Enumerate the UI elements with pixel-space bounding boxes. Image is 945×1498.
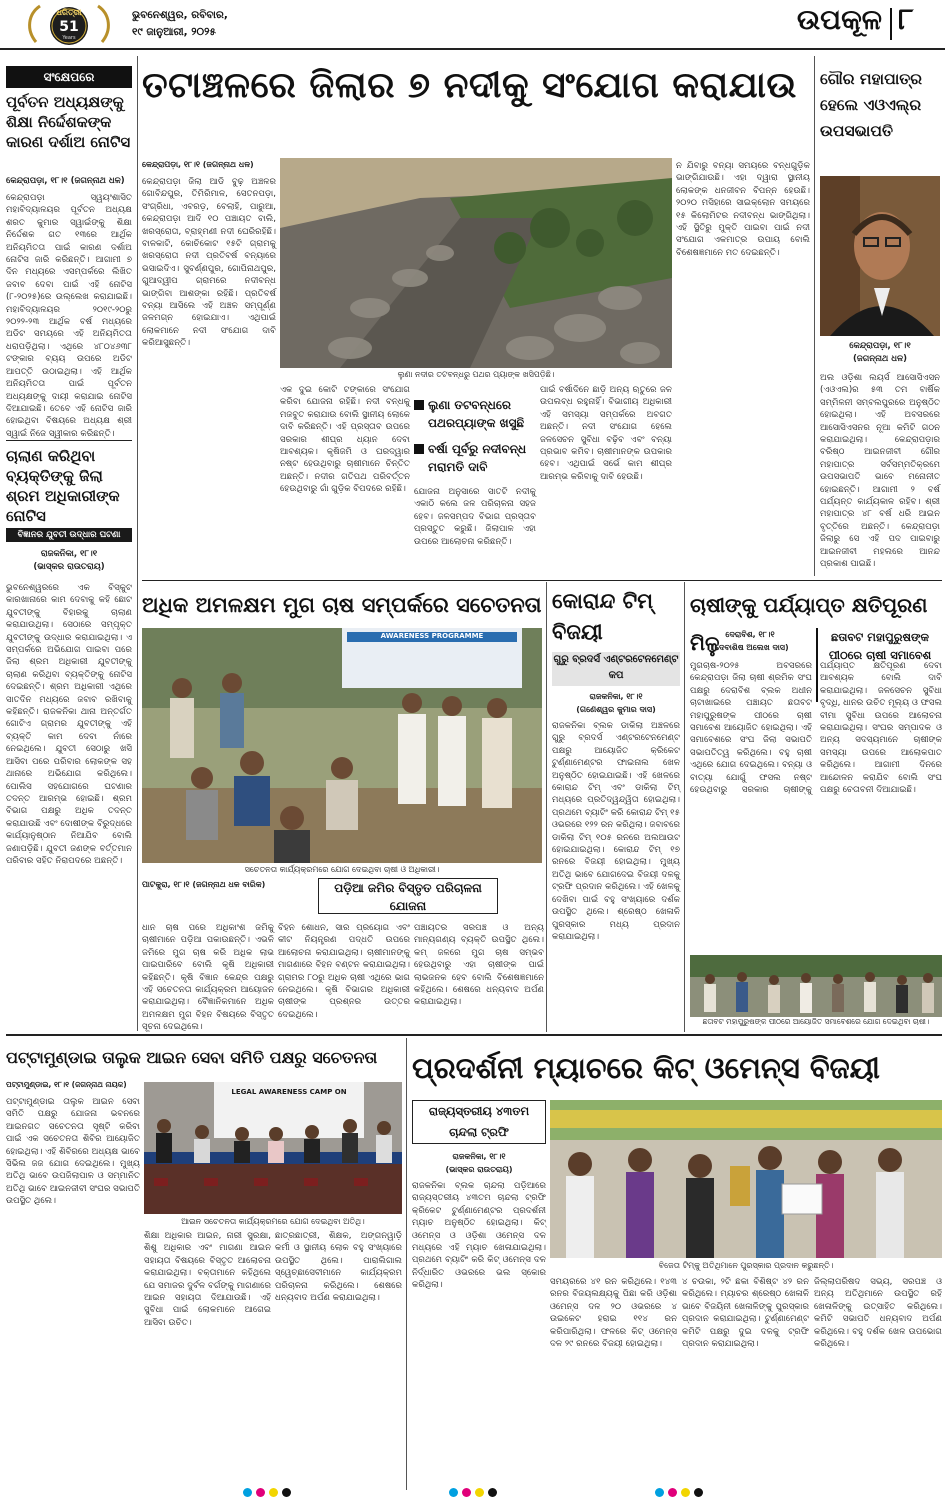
dateline-date: ୧୯ ଜାନୁଆରୀ, ୨୦୨୫ bbox=[132, 26, 216, 38]
brief2-subhead: ବିଜ୍ଞାନର ଯୁବତୀ ଉଦ୍ଧାର ଘଟଣା bbox=[6, 528, 132, 542]
legal-headline: ପଟ୍ଟାମୁଣ୍ଡାଇ ତାଲୁକ ଆଇନ ସେବା ସମିତି ପକ୍ଷରୁ ସଚେତନତା bbox=[6, 1048, 378, 1067]
briefs-tag: ସଂକ୍ଷେପରେ bbox=[6, 66, 132, 88]
mung-byline: ପାଟକୁରା, ୧୮।୧ (ଜଗନ୍ନାଥ ଧଳ ବାରିକ) bbox=[142, 880, 266, 889]
chasi-photo-caption: ଛତାବଟ ମହାପୁରୁଷଙ୍କ ପୀଠରେ ଆୟୋଜିତ ସମାବେଶରେ ଯୋଗ ଦେଇଥିବା ଚାଷୀ। bbox=[702, 1017, 930, 1026]
chasi-byline-place: ଦେରାବିଶ, ୧୮।୧ bbox=[725, 630, 775, 639]
mung-body-2: ବିହନ ଶୋଧନ, ସାର ପ୍ରୟୋଗ ଏବଂ କୀଟ ନିୟନ୍ତ୍ରଣ ପଦ୍ଧତି ଉପରେ ଆଲୋଚନା କରାଯାଇଥିଲା। ଚାଷୀମାନଙ୍କୁ ମାଗଣାରେ ବିହନ ବଣ୍ଟନ କରାଯାଇଥିଲା। ଗ୍ରାମର ୮୦ରୁ ଅଧିକ ଚାଷୀ ଏଥିରେ ଭାଗ ନେଇଥିଲେ। କୃଷି ବିଭାଗର ଅଧିକାରୀ ଚାଷୀଙ୍କ ପ୍ରଶ୍ନର ଉତ୍ତର ଦେଇଥିଲେ। bbox=[278, 923, 410, 1020]
page-number: ୮ bbox=[898, 2, 914, 37]
kit-byline bbox=[412, 1150, 546, 1178]
portrait-photo bbox=[820, 176, 940, 336]
kit-byline-place: ରାଜକନିକା, ୧୮।୧ bbox=[452, 1152, 506, 1161]
logo-number: 51 bbox=[59, 19, 79, 35]
riverbank-photo bbox=[280, 158, 672, 368]
legal-banner-text: LEGAL AWARENESS CAMP ON bbox=[231, 1088, 347, 1096]
mung-photo bbox=[142, 628, 542, 863]
mung-body-1: ଧାନ ଚାଷ ପରେ ଅଧିକାଂଶ ଜମିକୁ ଚାଷୀମାନେ ପଡ଼ିଆ ପକାଉଛନ୍ତି। ଏଭଳି ଜମିରେ ମୁଗ ଚାଷ କରି ଅଧିକ ଲାଭ ପାଇପାରିବେ ବୋଲି କୃଷି ଅଧିକାରୀ କହିଛନ୍ତି। କୃଷି ବିଜ୍ଞାନ କେନ୍ଦ୍ର ପକ୍ଷରୁ ଏହି ସଚେତନତା କାର୍ଯ୍ୟକ୍ରମ ଆୟୋଜନ କରାଯାଇଥିଲା। ବୈଜ୍ଞାନିକମାନେ ଅଧିକ ଅମଳକ୍ଷମ ମୁଗ ବିହନ ବିଷୟରେ ବିସ୍ତୃତ ସୂଚନା ଦେଇଥିଲେ। bbox=[142, 923, 274, 1033]
lead-headline: ତଟାଞ୍ଚଳରେ ଜିଲାର ୭ ନଦୀକୁ ସଂଯୋଗ କରାଯାଉ bbox=[142, 65, 797, 106]
legal-photo bbox=[144, 1082, 402, 1214]
logo-sub: Years bbox=[62, 35, 76, 41]
prize-ceremony-photo bbox=[550, 1100, 942, 1258]
chasi-subhead: ଛତାବଟ ମହାପୁରୁଷଙ୍କ ପୀଠରେ ଚାଷୀ ସମାବେଶ bbox=[816, 628, 942, 702]
dateline-place: ଭୁବନେଶ୍ୱର, ରବିବାର, bbox=[132, 9, 228, 21]
kit-subhead: ରାଜ୍ୟସ୍ତରୀୟ ୪୩ତମ ଚାନ୍ଦଲା ଟ୍ରଫି bbox=[412, 1100, 546, 1144]
brief2-byline-author: (ଭାସ୍କର ରାଉତରାୟ) bbox=[33, 562, 105, 572]
brief1-byline: କେନ୍ଦ୍ରାପଡ଼ା, ୧୮।୧ (ଜଗନ୍ନାଥ ଧଳ) bbox=[6, 176, 125, 186]
lead-photo-caption: ଲୁଣା ନଦୀର ତଟବନ୍ଧରୁ ପଥର ପ୍ୟାଙ୍କ ଖସିପଡ଼ିଛି। bbox=[397, 370, 555, 379]
registration-marks bbox=[0, 1488, 945, 1498]
lawyer-caption-author: (ଜଗନ୍ନାଥ ଧଳ) bbox=[852, 354, 908, 364]
mung-banner-text: AWARENESS PROGRAMME bbox=[380, 632, 484, 640]
lead-body-1: କେନ୍ଦ୍ରାପଡ଼ା ଜିଲା ଆଡି ବୁଢ଼ ଅଞ୍ଚଳର ଗୋବିନ୍ଦପୁର, ତିମିରିମାଳ, ସେତନପଡ଼ା, ସଂଗ୍ରିଧା, ଏବରଡ଼, ବେଲାହି, ପାରୁଆ, କେନ୍ଦ୍ରାପଡ଼ା ଆଦି ୧୦ ପଞ୍ଚାୟତ ବାଲି, ଖରସ୍ରୋତା, ବ୍ରାହ୍ମଣୀ ନଦୀ ଘେରିରହିଛି। ବାଳକାଟି, କୋଚିକୋଟ ୧୫ଟି ଗ୍ରାମକୁ ଖରସ୍ରୋତା ନଦୀ ପ୍ରତିବର୍ଷ ବନ୍ୟାରେ ଭସାଇଦିଏ। ସୁବର୍ଣ୍ଣପୁର, ଗୋପିନାଥପୁର, ଗୁଆଦ୍ୱୀପ ଗ୍ରାମରେ ନଦୀବନ୍ଧ ଭାଙ୍ଗିବା ଆଶଙ୍କା ରହିଛି। ପ୍ରତିବର୍ଷ ବନ୍ୟା ଆସିଲେ ଏହି ଅଞ୍ଚଳ ସମ୍ପୂର୍ଣ୍ଣ ଜଳମଗ୍ନ ହୋଇଯାଏ। ଏଥିପାଇଁ ଲୋକମାନେ ନଦୀ ସଂଯୋଗ ଦାବି କରିଆସୁଛନ୍ତି। bbox=[142, 177, 276, 349]
mung-body-3: ପଞ୍ଚାୟତର ସରପଞ୍ଚ ଓ ଅନ୍ୟ ମାନ୍ୟଗଣ୍ୟ ବ୍ୟକ୍ତି ଉପସ୍ଥିତ ଥିଲେ। କମ୍ ଜଳରେ ମୁଗ ଚାଷ ସମ୍ଭବ ହେଉଥିବାରୁ ଏହା ଚାଷୀଙ୍କ ପାଇଁ ଲାଭଜନକ ହେବ ବୋଲି ବିଶେଷଜ୍ଞମାନେ କହିଥିଲେ। ଶେଷରେ ଧନ୍ୟବାଦ ଅର୍ପଣ କରାଯାଇଥିଲା। bbox=[414, 923, 544, 1008]
brief1-headline: ପୂର୍ବତନ ଅଧ୍ୟକ୍ଷଙ୍କୁ ଶିକ୍ଷା ନିର୍ଦ୍ଦେଶକଙ୍କ କାରଣ ଦର୍ଶାଅ ନୋଟିସ bbox=[6, 93, 131, 151]
legal-byline: ପଟ୍ଟାମୁଣ୍ଡାଇ, ୧୮।୧ (ଜଗନ୍ନାଥ ନାୟକ) bbox=[6, 1080, 127, 1089]
brief2-body: ଭୁବନେଶ୍ୱରରେ ଏକ ବିସ୍କୁଟ କାରଖାନାରେ କାମ ଦେବାକୁ କହି ଛୋଟ ଯୁବତୀଙ୍କୁ ବିହାରକୁ ଚାଲାଣ କରାଯାଉଥିଲା। ସେଠାରେ ସମ୍ପୃକ୍ତ ଯୁବତୀଙ୍କୁ ଉଦ୍ଧାର କରାଯାଇଥିଲା। ଏ ସମ୍ପର୍କରେ ଅଭିଯୋଗ ପାଇବା ପରେ ଜିଲା ଶ୍ରମ ଅଧିକାରୀ ଯୁବତୀଙ୍କୁ ଚାଲାଣ କରିଥିବା ବ୍ୟକ୍ତିଙ୍କୁ ନୋଟିସ ଦେଇଛନ୍ତି। ଶ୍ରମ ଅଧିକାରୀ ଏଥିରେ ସାତଦିନ ମଧ୍ୟରେ ଜବାବ ରଖିବାକୁ କହିଛନ୍ତି। ରାଜକନିକା ଥାନା ଅନ୍ତର୍ଗତ ଗୋଟିଏ ଗ୍ରାମର ଯୁବତୀଙ୍କୁ ଏହି ବ୍ୟକ୍ତି କାମ ଦେବା ନାଁରେ ନେଇଥିଲେ। ଯୁବତୀ ସେଠାରୁ ଖସି ଆସିବା ପରେ ପରିବାର ଲୋକଙ୍କ ସହ ଥାନାରେ ଅଭିଯୋଗ କରିଥିଲେ। ପୋଲିସ ସହଯୋଗରେ ଘଟଣାର ତଦନ୍ତ ଆରମ୍ଭ ହୋଇଛି। ଶ୍ରମ ବିଭାଗ ପକ୍ଷରୁ ଅଧିକ ତଦନ୍ତ କରାଯାଉଛି ଏବଂ ଦୋଷୀଙ୍କ ବିରୁଦ୍ଧରେ କାର୍ଯ୍ୟାନୁଷ୍ଠାନ ନିଆଯିବ ବୋଲି ଜଣାପଡ଼ିଛି। ଯୁବତୀ ଜଣଙ୍କ ବର୍ତ୍ତମାନ ପରିବାର ସହିତ ନିରାପଦରେ ଅଛନ୍ତି। bbox=[6, 583, 132, 866]
legal-body-2: ଶିକ୍ଷା ଅଧିକାର ଆଇନ, ନାରୀ ସୁରକ୍ଷା, ଶିଶୁ ଅଧିକାର ଏବଂ ମାଗଣା ଆଇନ ସହାୟତା ବିଷୟରେ ବିସ୍ତୃତ ଆଲୋଚନା କରାଯାଇଥିଲା। ବକ୍ତାମାନେ କହିଥିଲେ ଯେ ସମାଜର ଦୁର୍ବଳ ବର୍ଗଙ୍କୁ ମାଗଣାରେ ଆଇନ ସହାୟତା ଦିଆଯାଉଛି। ଏହି ସୁବିଧା ପାଇଁ ଲୋକମାନେ ଆଗେଇ ଆସିବା ଉଚିତ। bbox=[144, 1231, 271, 1328]
chasi-photo bbox=[690, 955, 942, 1017]
dateline bbox=[132, 7, 362, 43]
mung-headline: ଅଧିକ ଅମଳକ୍ଷମ ମୁଗ ଚାଷ ସମ୍ପର୍କରେ ସଚେତନତା bbox=[142, 593, 542, 617]
farmers-photo bbox=[690, 955, 942, 1017]
lead-body-4: ନ ଯିବାରୁ ବନ୍ୟା ସମୟରେ ବନ୍ଧଗୁଡ଼ିକ ଭାଙ୍ଗିଯାଉଛି। ଏହା ଦ୍ୱାରା ସ୍ଥାନୀୟ ଲୋକଙ୍କ ଧନଜୀବନ ବିପନ୍ନ ହେଉଛି। ୨୦୨୦ ମସିହାରେ ସାଇକ୍ଲୋନ ସମୟରେ ୧୫ କିଲୋମିଟର ନଦୀବନ୍ଧ ଭାଙ୍ଗିଥିଲା। ଏହି ସ୍ଥିତିରୁ ମୁକ୍ତି ପାଇବା ପାଇଁ ନଦୀ ସଂଯୋଗ ଏକମାତ୍ର ଉପାୟ ବୋଲି ବିଶେଷଜ୍ଞମାନେ ମତ ଦେଇଛନ୍ତି। bbox=[676, 161, 810, 258]
lawyer-photo bbox=[820, 176, 940, 336]
right-body: ଅଲ ଓଡ଼ିଶା ଲୟର୍ସ ଆସୋସିଏସନ (ଏଓଏଲ)ର ୫୩ ତମ ବାର୍ଷିକ ସମ୍ମିଳନୀ ସମ୍ବଲପୁରରେ ଅନୁଷ୍ଠିତ ହୋଇଥିଲା। ଏହି ଅବସରରେ ଆସୋସିଏସନର ନୂଆ କମିଟି ଗଠନ କରାଯାଇଥିଲା। କେନ୍ଦ୍ରାପଡ଼ାର ବରିଷ୍ଠ ଆଇନଜୀବୀ ଗୌର ମହାପାତ୍ର ସର୍ବସମ୍ମତିକ୍ରମେ ଉପସଭାପତି ଭାବେ ମନୋନୀତ ହୋଇଛନ୍ତି। ଆଗାମୀ ୨ ବର୍ଷ ପର୍ଯ୍ୟନ୍ତ କାର୍ଯ୍ୟକାଳ ରହିବ। ଶ୍ରୀ ମହାପାତ୍ର ୪୮ ବର୍ଷ ଧରି ଆଇନ ବୃତ୍ତିରେ ଅଛନ୍ତି। କେନ୍ଦ୍ରାପଡ଼ା ଜିଲାରୁ ସେ ଏହି ପଦ ପାଇବାରୁ ଆଇନଜୀବୀ ମହଲରେ ଆନନ୍ଦ ପ୍ରକାଶ ପାଇଛି। bbox=[820, 373, 940, 570]
lawyer-photo-caption bbox=[820, 340, 940, 368]
brief1-body: କେନ୍ଦ୍ରାପଡ଼ା ସ୍ୱୟଂଶାସିତ ମହାବିଦ୍ୟାଳୟର ପୂର୍ବତନ ଅଧ୍ୟକ୍ଷ ଶରତ କୁମାର ସ୍ୱାଇଁଙ୍କୁ ଶିକ୍ଷା ନିର୍ଦ୍ଦେଶକ ଗତ ୧୩ରେ ଆର୍ଥିକ ଅନିୟମିତତା ପାଇଁ କାରଣ ଦର୍ଶାଅ ନୋଟିସ ଜାରି କରିଛନ୍ତି। ଆଗାମୀ ୭ ଦିନ ମଧ୍ୟରେ ଏସମ୍ପର୍କରେ ଲିଖିତ ଜବାବ ଦେବା ପାଇଁ ଏହି ନୋଟିସ (୮-୨୦୨୫)ରେ ଉଲ୍ଲେଖ କରାଯାଇଛି। ମହାବିଦ୍ୟାଳୟର ୨୦୧୯-୨୦ରୁ ୨୦୨୨-୨୩ ଆର୍ଥିକ ବର୍ଷ ମଧ୍ୟରେ ଅଡିଟ ସମୟରେ ଏହି ଅନିୟମିତତା ଧରାପଡ଼ିଥିଲା। ଏଥିରେ ୪୮୦୪୬୩୮ ଟଙ୍କାର ବ୍ୟୟ ଉପରେ ଅଡିଟ ଆପତ୍ତି ଉଠାଇଥିଲା। ଏହି ଆର୍ଥିକ ଅନିୟମିତତା ପାଇଁ ପୂର୍ବତନ ଅଧ୍ୟକ୍ଷଙ୍କୁ ଦାୟୀ କରାଯାଇ ନୋଟିସ ଦିଆଯାଇଛି। ତେବେ ଏହି ନୋଟିସ ଜାରି ହୋଇଥିବା ବିଷୟରେ ଅଧ୍ୟକ୍ଷ ଶ୍ରୀ ସ୍ୱାଇଁ ନିଜେ ସ୍ୱୀକାର କରିଛନ୍ତି। bbox=[6, 193, 132, 439]
logo-title: ଧରିତ୍ରୀ bbox=[56, 8, 82, 17]
kit-body-1: ରାଜକନିକା ବ୍ଲକ ଚାନ୍ଦଲା ପଡ଼ିଆରେ ରାଜ୍ୟସ୍ତରୀୟ ୪୩ତମ ଚାନ୍ଦଲା ଟ୍ରଫି କ୍ରିକେଟ ଟୁର୍ଣ୍ଣାମେଣ୍ଟର ପ୍ରଦର୍ଶନୀ ମ୍ୟାଚ ଅନୁଷ୍ଠିତ ହୋଇଥିଲା। କିଟ୍ ଓମେନ୍ସ ଓ ଓଡ଼ିଶା ଓମେନ୍ସ ଦଳ ମଧ୍ୟରେ ଏହି ମ୍ୟାଚ ଖେଳାଯାଇଥିଲା। ପ୍ରଥମେ ବ୍ୟାଟିଂ କରି କିଟ୍ ଓମେନ୍ସ ଦଳ ନିର୍ଦ୍ଧାରିତ ଓଭରରେ ଭଲ ସ୍କୋର କରିଥିଲା। bbox=[412, 1181, 546, 1291]
korand-byline-place: ରାଜକନିକା, ୧୮।୧ bbox=[589, 692, 643, 701]
korand-headline: କୋରାନ୍ଦ ଟିମ୍ ବିଜୟୀ bbox=[552, 589, 653, 644]
lead-pullquote-2: ବର୍ଷା ପୂର୍ବରୁ ନଦୀବନ୍ଧ ମରାମତି ଦାବି bbox=[414, 440, 536, 480]
lead-byline: କେନ୍ଦ୍ରାପଡ଼ା, ୧୮।୧ (ଜଗନ୍ନାଥ ଧଳ) bbox=[142, 160, 254, 169]
korand-byline bbox=[552, 690, 680, 718]
mung-subhead: ପଡ଼ିଆ ଜମିର ବିସ୍ତୃତ ପରିଚାଳନା ଯୋଜନା bbox=[318, 878, 498, 914]
legal-body-3: ଛାତ୍ରଛାତ୍ରୀ, ଶିକ୍ଷକ, ଅଙ୍ଗନୱାଡ଼ି କର୍ମୀ ଓ ସ୍ଥାନୀୟ ଲୋକ ବହୁ ସଂଖ୍ୟାରେ ଉପସ୍ଥିତ ଥିଲେ। ପାରାଲିଗାଲ ସ୍ୱେଚ୍ଛାସେବୀମାନେ କାର୍ଯ୍ୟକ୍ରମ ପରିଚାଳନା କରିଥିଲେ। ଶେଷରେ ଧନ୍ୟବାଦ ଅର୍ପଣ କରାଯାଇଥିଲା। bbox=[275, 1231, 402, 1304]
anniversary-logo bbox=[26, 2, 112, 46]
brief2-headline: ଚାଲାଣ କରିଥିବା ବ୍ୟକ୍ତିଙ୍କୁ ଜିଲା ଶ୍ରମ ଅଧିକାରୀଙ୍କ ନୋଟିସ bbox=[6, 447, 120, 525]
korand-body: ରାଜକନିକା ବ୍ଲକ ଡାକିଲା ଅଞ୍ଚଳରେ ଗୁରୁ ବ୍ରଦର୍ସ ଏଣ୍ଟରଟେନମେଣ୍ଟ ପକ୍ଷରୁ ଆୟୋଜିତ କ୍ରିକେଟ ଟୁର୍ଣ୍ଣାମେଣ୍ଟର ଫାଇନାଲ ଖେଳ ଅନୁଷ୍ଠିତ ହୋଇଯାଇଛି। ଏହି ଖେଳରେ କୋରାନ୍ଦ ଟିମ୍ ଏବଂ ଡାକିଲା ଟିମ୍ ମଧ୍ୟରେ ପ୍ରତିଦ୍ୱନ୍ଦ୍ୱିତା ହୋଇଥିଲା। ପ୍ରଥମେ ବ୍ୟାଟିଂ କରି କୋରାନ୍ଦ ଟିମ୍ ୧୫ ଓଭରରେ ୧୨୨ ରନ କରିଥିଲା। ଜବାବରେ ଡାକିଲା ଟିମ୍ ୧୦୫ ରନରେ ଅଲଆଉଟ ହୋଇଯାଇଥିଲା। କୋରାନ୍ଦ ଟିମ୍ ୧୭ ରନରେ ବିଜୟୀ ହୋଇଥିଲା। ମୁଖ୍ୟ ଅତିଥି ଭାବେ ଯୋଗଦେଇ ବିଜୟୀ ଦଳକୁ ଟ୍ରଫି ପ୍ରଦାନ କରିଥିଲେ। ଏହି ଖେଳକୁ ଦେଖିବା ପାଇଁ ବହୁ ସଂଖ୍ୟାରେ ଦର୍ଶକ ଉପସ୍ଥିତ ଥିଲେ। ଶ୍ରେଷ୍ଠ ଖେଳାଳି ପୁରସ୍କାର ମଧ୍ୟ ପ୍ରଦାନ କରାଯାଇଥିଲା। bbox=[552, 721, 680, 942]
kit-body-3: ୪ ଚଉକା, ୨ଟି ଛକା ବିଶିଷ୍ଟ ୪୨ ରନ କରିଥିଲେ। ମ୍ୟାଚର ଶ୍ରେଷ୍ଠ ଖେଳାଳି ଭାବେ ବିଜୟିନୀ ଖେଳାଳିଙ୍କୁ ପୁରସ୍କାର ପ୍ରଦାନ କରାଯାଇଥିଲା। ଟୁର୍ଣ୍ଣାମେଣ୍ଟ କମିଟି ପକ୍ଷରୁ ଦୁଇ ଦଳକୁ ଟ୍ରଫି ପ୍ରଦାନ କରାଯାଇଥିଲା। bbox=[682, 1277, 809, 1350]
chasi-byline bbox=[690, 628, 810, 656]
masthead bbox=[0, 0, 945, 48]
chasi-body: ମୁଗଚାଷ-୨୦୨୫ ଅବସରରେ କେନ୍ଦ୍ରାପଡ଼ା ଜିଲା ଚାଷୀ ଶ୍ରମିକ ସଂଘ ପକ୍ଷରୁ ଦେରାବିଶ ବ୍ଲକ ଅଧୀନ ଚାଟାଖାଇରେ ପଞ୍ଚାୟତ ଛତାବଟ ମହାପୁରୁଷଙ୍କ ପୀଠରେ ଚାଷୀ ସମାବେଶ ଆୟୋଜିତ ହୋଇଥିଲା। ଏହି ସମାବେଶରେ ସଂଘ ଜିଲା ସଭାପତି ସଭାପତିତ୍ୱ କରିଥିଲେ। ବହୁ ଚାଷୀ ଏଥିରେ ଯୋଗ ଦେଇଥିଲେ। ବନ୍ୟା ଓ ବାତ୍ୟା ଯୋଗୁଁ ଫସଲ ନଷ୍ଟ ହେଉଥିବାରୁ ସରକାର ଚାଷୀଙ୍କୁ ପର୍ଯ୍ୟାପ୍ତ କ୍ଷତିପୂରଣ ଦେବା ଆବଶ୍ୟକ ବୋଲି ଦାବି କରାଯାଇଥିଲା। ଜଳସେଚନ ସୁବିଧା ବୃଦ୍ଧି, ଧାନର ଉଚିତ ମୂଲ୍ୟ ଓ ଫସଲ ବୀମା ସୁବିଧା ଉପରେ ଆଲୋଚନା କରାଯାଇଥିଲା। ସଂଘର ସମ୍ପାଦକ ଓ ଅନ୍ୟ ସଦସ୍ୟମାନେ ଚାଷୀଙ୍କ ସମସ୍ୟା ଉପରେ ଆଲୋକପାତ କରିଥିଲେ। ଆଗାମୀ ଦିନରେ ଆନ୍ଦୋଳନ କରାଯିବ ବୋଲି ସଂଘ ପକ୍ଷରୁ ଚେତାବନୀ ଦିଆଯାଇଛି। bbox=[690, 661, 942, 796]
kit-headline: ପ୍ରଦର୍ଶନୀ ମ୍ୟାଚରେ କିଟ୍ ଓମେନ୍ସ ବିଜୟୀ bbox=[412, 1051, 880, 1085]
lead-body-2: ଏକ ଦୁଇ କୋଟି ଟଙ୍କାରେ ସଂଯୋଗ କରିବା ଯୋଜନା ରହିଛି। ନଦୀ ବନ୍ଧକୁ ମଜବୁତ କରାଯାଉ ବୋଲି ସ୍ଥାନୀୟ ଲୋକେ ଦାବି କରିଛନ୍ତି। ଏହି ପ୍ରସ୍ତାବ ଉପରେ ସରକାର ଶୀଘ୍ର ଧ୍ୟାନ ଦେବା ଆବଶ୍ୟକ। କୃଷିଜମି ଓ ଘରଦ୍ୱାର ନଷ୍ଟ ହେଉଥିବାରୁ ଚାଷୀମାନେ ଚିନ୍ତିତ ଅଛନ୍ତି। ନଦୀର ଗତିପଥ ପରିବର୍ତ୍ତନ ହେଉଥିବାରୁ ଗାଁ ଗୁଡ଼ିକ ବିପଦରେ ରହିଛି। bbox=[280, 385, 410, 495]
legal-photo-caption: ଆଇନ ସଚେତନତା କାର୍ଯ୍ୟକ୍ରମରେ ଯୋଗ ଦେଇଥିବା ଅତିଥି। bbox=[181, 1217, 365, 1226]
right-headline: ଗୌର ମହାପାତ୍ର ହେଲେ ଏଓଏଲ୍‌ର ଉପସଭାପତି bbox=[820, 70, 923, 140]
kit-body-2: ସମୟରରେ ୪୧ ରନ କରିଥିଲେ। ୧୪୩ ରନର ବିଜୟଲକ୍ଷ୍ୟକୁ ପିଛା କରି ଓଡ଼ିଶା ଓମେନ୍ସ ଦଳ ୨୦ ଓଭରରେ ୪ ଉଇକେଟ ହରାଇ ୧୧୪ ରନ କରିପାରିଥିଲା। ଫଳରେ କିଟ୍ ଓମେନ୍ସ ଦଳ ୨୯ ରନରେ ବିଜୟୀ ହୋଇଥିଲା। bbox=[550, 1277, 677, 1350]
lead-body-5: ଯୋଜନା ଅନୁସାରେ ସାତଟି ନଦୀକୁ ଏକାଠି କଲେ ଜଳ ପରିଚାଳନା ସହଜ ହେବ। ଜଳସମ୍ପଦ ବିଭାଗ ପ୍ରସ୍ତାବ ପ୍ରସ୍ତୁତ କରୁଛି। ଜିଲାପାଳ ଏହା ଉପରେ ଆଲୋଚନା କରିଛନ୍ତି। bbox=[414, 487, 536, 547]
legal-body-1: ପଟ୍ଟାମୁଣ୍ଡାଇ ତାଲୁକ ଆଇନ ସେବା ସମିତି ପକ୍ଷରୁ ଯୋଜନା ଭବନରେ ଆଇନଗତ ସଚେତନତା ସୃଷ୍ଟି କରିବା ପାଇଁ ଏକ ସଚେତନତା ଶିବିର ଆୟୋଜିତ ହୋଇଥିଲା। ଏହି ଶିବିରରେ ଅଧ୍ୟକ୍ଷ ଭାବେ ସିଭିଲ ଜଜ ଯୋଗ ଦେଇଥିଲେ। ମୁଖ୍ୟ ଅତିଥି ଭାବେ ଉପଜିଲାପାଳ ଓ ସମ୍ମାନିତ ଅତିଥି ଭାବେ ଆଇନଜୀବୀ ସଂଘର ସଭାପତି ଉପସ୍ଥିତ ଥିଲେ। bbox=[6, 1097, 140, 1207]
legal-camp-photo bbox=[144, 1082, 402, 1214]
korand-byline-author: (ଗଣେଶ୍ୱର କୁମାର ଦାସ) bbox=[576, 705, 656, 714]
meeting-photo bbox=[142, 628, 542, 863]
lead-photo bbox=[280, 158, 672, 368]
chasi-byline-author: (ଦେବାଶିଷ ଅଲେଖ ଦାସ) bbox=[711, 643, 789, 652]
lead-body-3: ପାଇଁ ବର୍ଷାଦିନେ ଛାଡ଼ି ଅନ୍ୟ ଋତୁରେ ଜଳ ଉପଲବ୍ଧ ରହୁନାହିଁ। ବିଭାଗୀୟ ଅଧିକାରୀ ଏହି ସମସ୍ୟା ସମ୍ପର୍କରେ ଅବଗତ ଅଛନ୍ତି। ନଦୀ ସଂଯୋଗ ହେଲେ ଜଳସେଚନ ସୁବିଧା ବଢ଼ିବ ଏବଂ ବନ୍ୟା ପ୍ରଭାବ କମିବ। ଚାଷୀମାନଙ୍କ ଉପକାର ହେବ। ଏଥିପାଇଁ ସର୍ଭେ କାମ ଶୀଘ୍ର ଆରମ୍ଭ କରିବାକୁ ଦାବି ହେଉଛି। bbox=[540, 385, 672, 482]
korand-subhead: ଗୁରୁ ବ୍ରଦର୍ସ ଏଣ୍ଟରଟେନମେଣ୍ଟ କପ bbox=[552, 652, 680, 686]
mung-photo-caption: ସଚେତନତା କାର୍ଯ୍ୟକ୍ରମରେ ଯୋଗ ଦେଇଥିବା ଚାଷୀ ଓ ଅଧିକାରୀ। bbox=[244, 865, 440, 874]
brief2-byline bbox=[6, 548, 132, 576]
kit-photo bbox=[550, 1100, 942, 1258]
brief2-byline-place: ରାଜକନିକା, ୧୮।୧ bbox=[40, 549, 98, 559]
lawyer-caption-place: କେନ୍ଦ୍ରାପଡ଼ା, ୧୮।୧ bbox=[849, 341, 911, 351]
kit-body-4: ଜିଲ୍ଲାପରିଷଦ ସଭ୍ୟ, ସରପଞ୍ଚ ଓ ଅନ୍ୟ ଅତିଥିମାନେ ଉପସ୍ଥିତ ରହି ଖେଳାଳିଙ୍କୁ ଉତ୍ସାହିତ କରିଥିଲେ। କମିଟି ସଭାପତି ଧନ୍ୟବାଦ ଅର୍ପଣ କରିଥିଲେ। ବହୁ ଦର୍ଶକ ଖେଳ ଉପଭୋଗ କରିଥିଲେ। bbox=[814, 1277, 942, 1350]
kit-byline-author: (ଭାସ୍କର ରାଉତରାୟ) bbox=[445, 1165, 513, 1174]
section-name: ଉପକୂଳ bbox=[796, 3, 882, 36]
lead-pullquote-1: ଲୁଣା ତଟବନ୍ଧରେ ପଥରପ୍ୟାଙ୍କ ଖସୁଛି bbox=[414, 396, 536, 436]
kit-photo-caption: ବିଜେତା ଟିମ୍‌କୁ ଅତିଥିମାନେ ପୁରସ୍କାର ପ୍ରଦାନ କରୁଛନ୍ତି। bbox=[658, 1261, 834, 1270]
chasi-headline: ଚାଷୀଙ୍କୁ ପର୍ଯ୍ୟାପ୍ତ କ୍ଷତିପୂରଣ ମିଳୁ bbox=[690, 593, 928, 655]
